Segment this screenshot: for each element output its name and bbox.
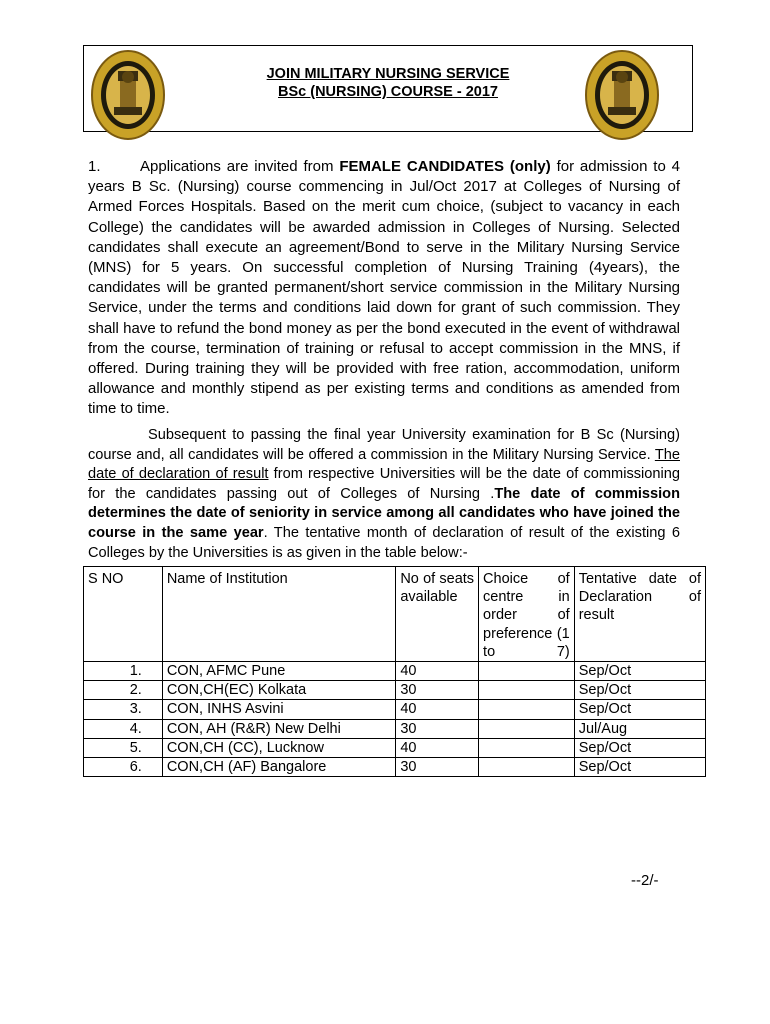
cell-seats: 30 <box>396 758 479 777</box>
table-row <box>84 738 706 757</box>
cell-tentative: Sep/Oct <box>574 758 705 777</box>
institution-table <box>83 566 706 777</box>
cell-choice[interactable] <box>479 681 575 700</box>
paragraph-2-bold: The date of commission determines the date of seniority in service among all candidates who have joined the course in the same year <box>88 485 680 541</box>
table-row <box>84 700 706 719</box>
header-box <box>83 45 693 132</box>
cell-name: CON, AFMC Pune <box>162 662 396 681</box>
cell-tentative: Sep/Oct <box>574 662 705 681</box>
cell-seats: 40 <box>396 662 479 681</box>
cell-sno: 3. <box>84 700 163 719</box>
paragraph-2-underlined: The date of declaration of result <box>88 446 680 483</box>
paragraph-2-text-c: . The tentative month of declaration of result of the existing 6 Colleges by the Universities is as given in the table below:- <box>88 524 681 561</box>
cell-tentative: Sep/Oct <box>574 738 705 757</box>
cell-name: CON,CH(EC) Kolkata <box>162 681 396 700</box>
header-sno: S NO <box>84 567 163 662</box>
cell-name: CON,CH (AF) Bangalore <box>162 758 396 777</box>
mns-emblem-icon <box>584 49 680 141</box>
cell-tentative: Jul/Aug <box>574 719 705 738</box>
cell-seats: 30 <box>396 719 479 738</box>
paragraph-1 <box>88 157 680 420</box>
paragraph-number: 1. <box>88 158 101 175</box>
cell-sno: 6. <box>84 758 163 777</box>
header-seats: No of seats available <box>396 567 479 662</box>
header-tentative: Tentative date of Declaration of result <box>574 567 705 662</box>
cell-choice[interactable] <box>479 719 575 738</box>
cell-seats: 40 <box>396 738 479 757</box>
cell-seats: 30 <box>396 681 479 700</box>
paragraph-2 <box>88 426 680 563</box>
table-row <box>84 662 706 681</box>
paragraph-2-text-b: from respective Universities will be the date of commissioning for the candidates passing out of Colleges of Nursing . <box>88 466 680 502</box>
cell-seats: 40 <box>396 700 479 719</box>
table-row <box>84 681 706 700</box>
header-name: Name of Institution <box>162 567 396 662</box>
document-title: JOIN MILITARY NURSING SERVICE <box>266 66 510 82</box>
cell-choice[interactable] <box>479 738 575 757</box>
cell-choice[interactable] <box>479 700 575 719</box>
cell-sno: 2. <box>84 681 163 700</box>
cell-tentative: Sep/Oct <box>574 700 705 719</box>
cell-name: CON,CH (CC), Lucknow <box>162 738 396 757</box>
table-header-row <box>84 567 706 662</box>
table-row <box>84 758 706 777</box>
cell-sno: 4. <box>84 719 163 738</box>
paragraph-1-text-a: Applications are invited from <box>140 158 340 175</box>
cell-sno: 5. <box>84 738 163 757</box>
cell-name: CON, INHS Asvini <box>162 700 396 719</box>
document-subtitle: BSc (NURSING) COURSE - 2017 <box>278 84 498 100</box>
cell-tentative: Sep/Oct <box>574 681 705 700</box>
cell-choice[interactable] <box>479 758 575 777</box>
paragraph-1-text-b: for admission to 4 years B Sc. (Nursing) course commencing in Jul/Oct 2017 at Colleges of Nursing of Armed Forces Hospitals. Based on the merit cum choice, (subject to vacancy in each College) the candidates will be awarded admission in Colleges of Nursing. Selected candidates shall execute an agreement/Bond to serve in the Military Nursing Service (MNS) for 5 years. On successful completion of Nursing Training (4years), the candidates will be granted permanent/short service commission in the Military Nursing Service, under the terms and conditions laid down for grant of such commission. They shall have to refund the bond money as per the bond executed in the event of withdrawal from the course, termination of training or refusal to accept commission in the MNS, if offered. During training they will be provided with free ration, accommodation, uniform allowance and monthly stipend as per existing terms and conditions as amended from time to time. <box>88 158 680 418</box>
paragraph-2-text-a: Subsequent to passing the final year University examination for B Sc (Nursing) course and, all candidates will be offered a commission in the Military Nursing Service. <box>88 427 680 463</box>
cell-sno: 1. <box>84 662 163 681</box>
cell-choice[interactable] <box>479 662 575 681</box>
header-choice: Choice of centre in order of preference (1 to 7) <box>479 567 575 662</box>
cell-name: CON, AH (R&R) New Delhi <box>162 719 396 738</box>
page-marker: --2/- <box>631 872 659 889</box>
paragraph-1-bold: FEMALE CANDIDATES (only) <box>339 158 551 175</box>
table-row <box>84 719 706 738</box>
